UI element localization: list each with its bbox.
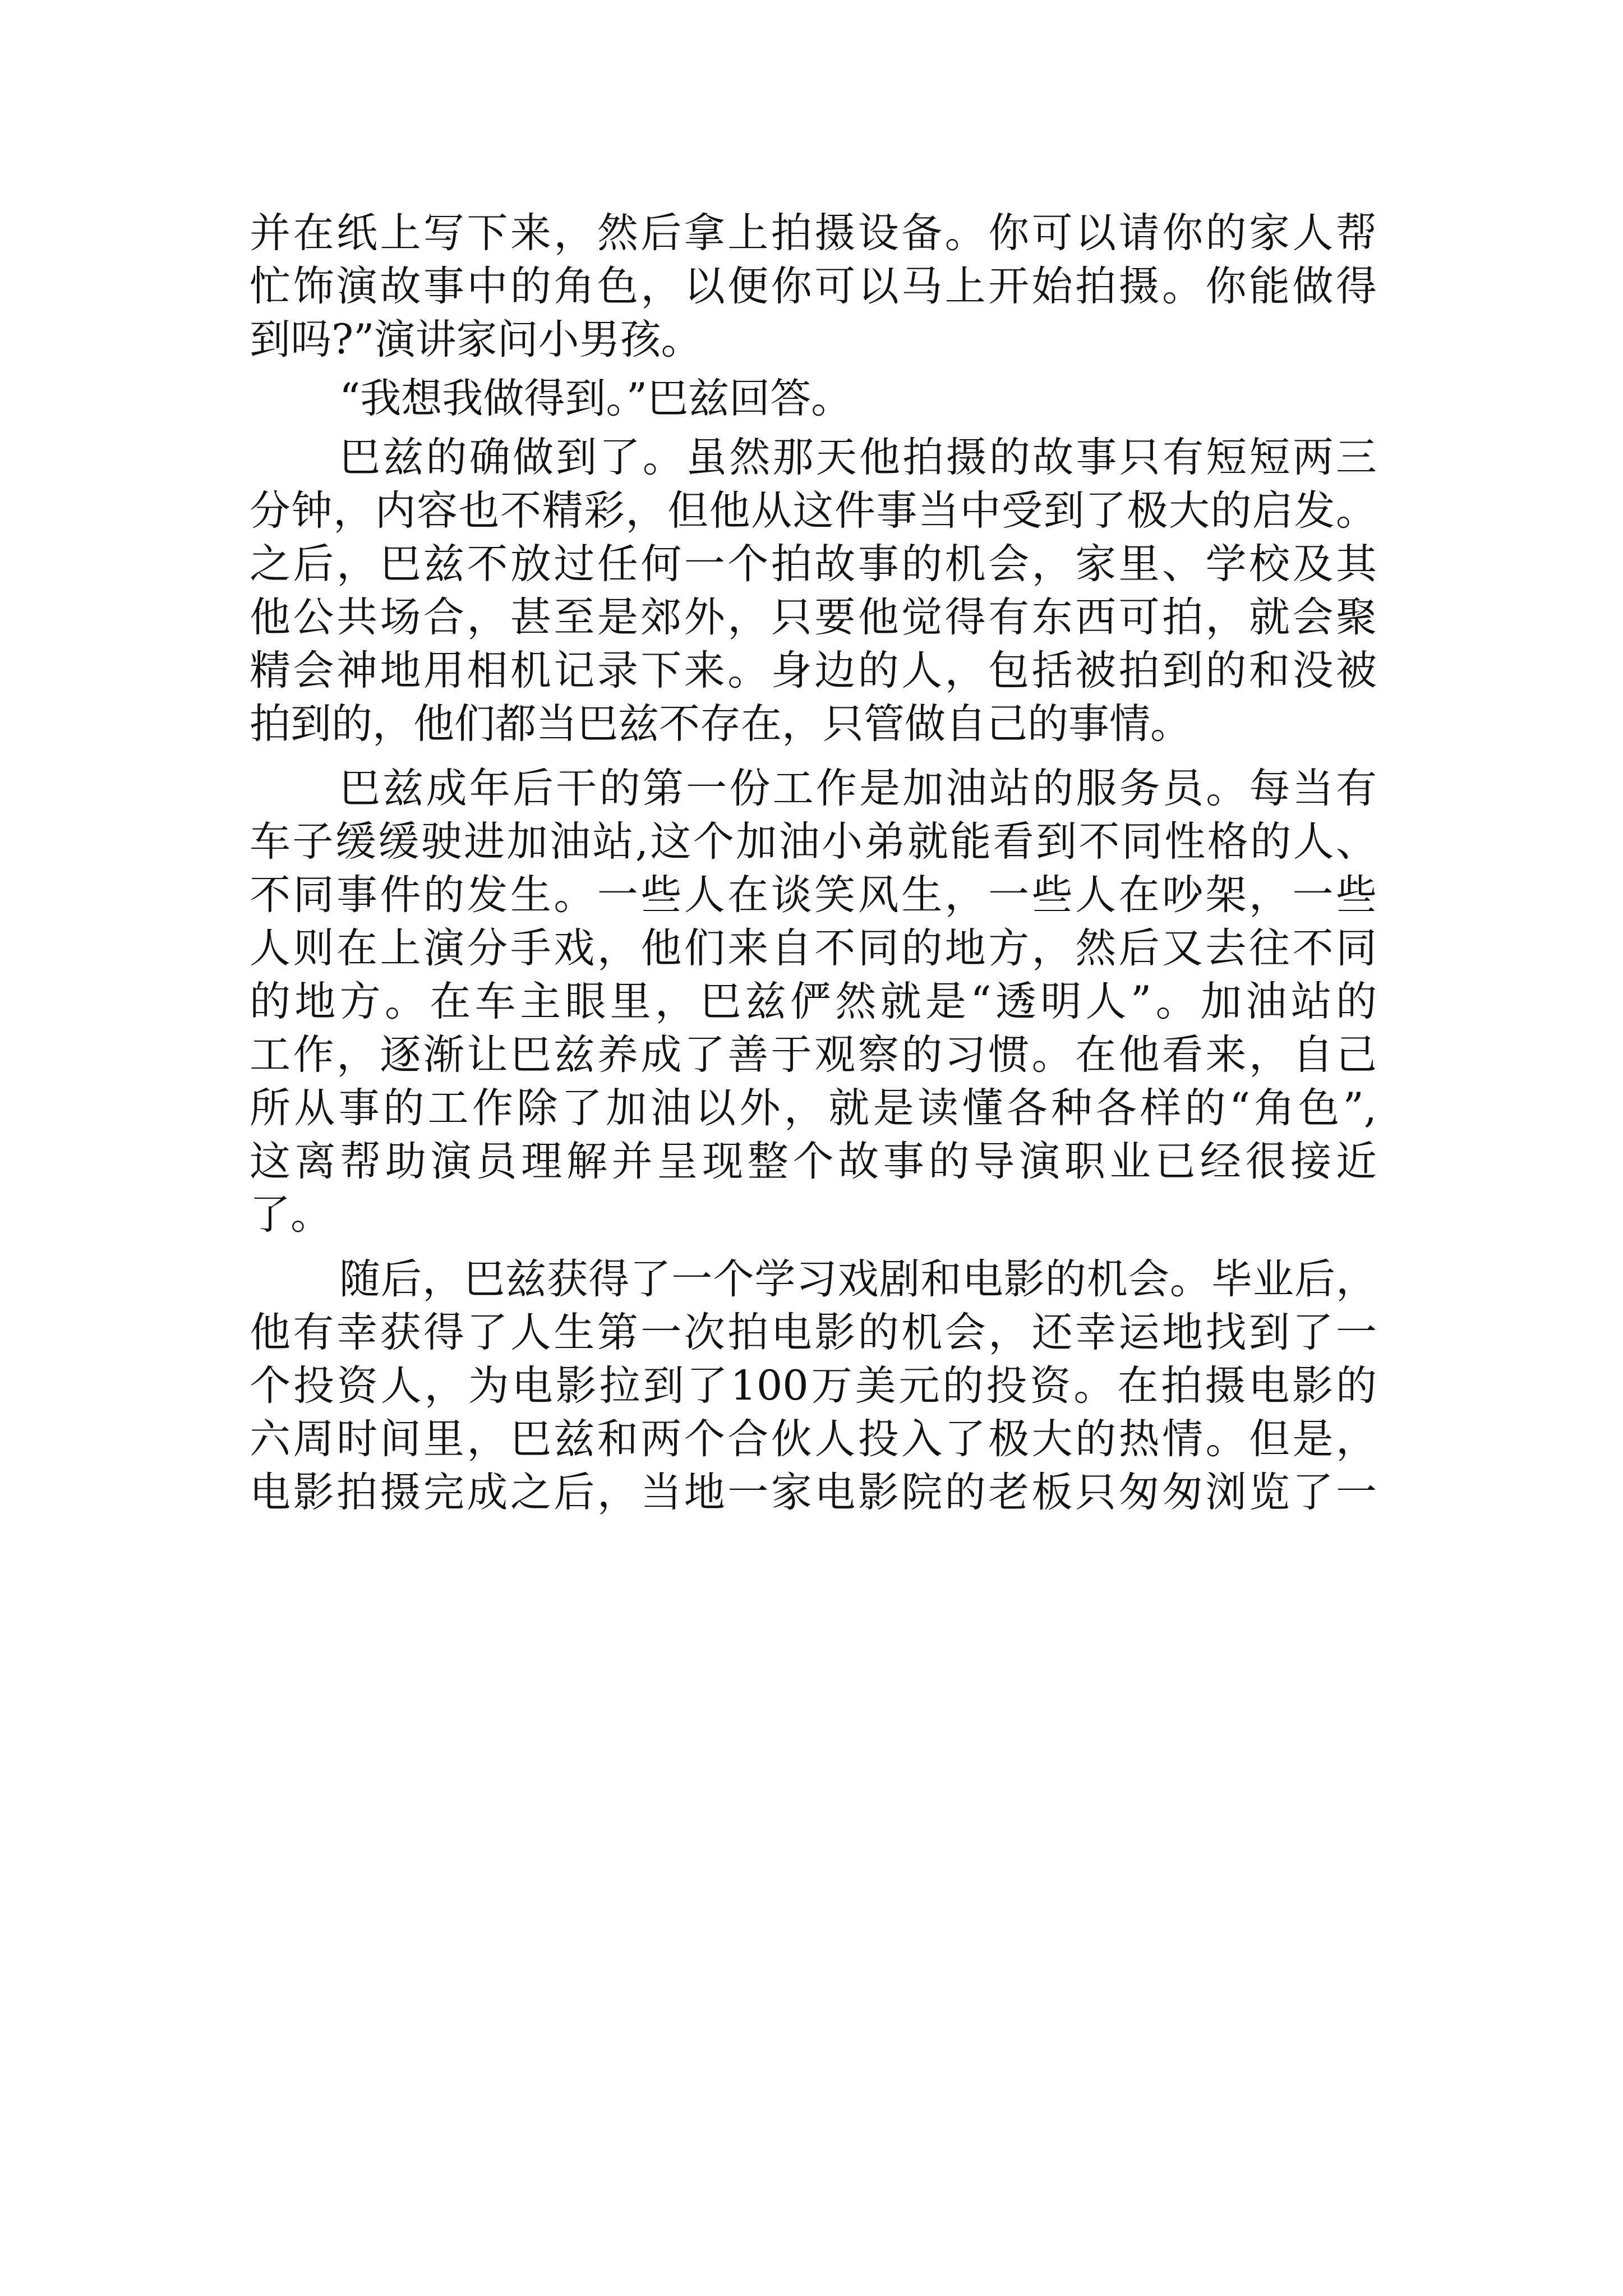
text-line: 的地方。在车主眼里，巴兹俨然就是“透明人”。加油站的: [250, 978, 1377, 1025]
text-line: 人则在上演分手戏，他们来自不同的地方，然后又去往不同: [250, 924, 1377, 972]
text-line: 了。: [250, 1191, 331, 1239]
text-line: 电影拍摄完成之后，当地一家电影院的老板只匆匆浏览了一: [250, 1469, 1377, 1516]
text-line: 不同事件的发生。一些人在谈笑风生，一些人在吵架，一些: [250, 871, 1377, 919]
text-line: 这离帮助演员理解并呈现整个故事的导演职业已经很接近: [250, 1138, 1377, 1185]
text-line: 精会神地用相机记录下来。身边的人，包括被拍到的和没被: [250, 647, 1377, 694]
text-line: 并在纸上写下来，然后拿上拍摄设备。你可以请你的家人帮: [250, 209, 1377, 257]
text-line: 车子缓缓驶进加油站,这个加油小弟就能看到不同性格的人、: [250, 818, 1377, 866]
text-line: 他有幸获得了人生第一次拍电影的机会，还幸运地找到了一: [250, 1309, 1377, 1356]
text-line: 巴兹成年后干的第一份工作是加油站的服务员。每当有: [339, 765, 1377, 812]
text-line: 六周时间里，巴兹和两个合伙人投入了极大的热情。但是，: [250, 1415, 1377, 1463]
text-line: 所从事的工作除了加油以外，就是读懂各种各样的“角色”,: [250, 1084, 1377, 1132]
text-line: 到吗?”演讲家问小男孩。: [250, 316, 702, 364]
text-line: 随后，巴兹获得了一个学习戏剧和电影的机会。毕业后，: [339, 1255, 1377, 1303]
text-line: 之后，巴兹不放过任何一个拍故事的机会，家里、学校及其: [250, 540, 1377, 588]
text-line: 他公共场合，甚至是郊外，只要他觉得有东西可拍，就会聚: [250, 593, 1377, 641]
text-line: 巴兹的确做到了。虽然那天他拍摄的故事只有短短两三: [339, 434, 1377, 481]
text-line: 拍到的，他们都当巴兹不存在，只管做自己的事情。: [250, 700, 1191, 748]
text-line: 分钟，内容也不精彩，但他从这件事当中受到了极大的启发。: [250, 487, 1377, 535]
text-line: 工作，逐渐让巴兹养成了善于观察的习惯。在他看来，自己: [250, 1031, 1377, 1079]
text-line: 忙饰演故事中的角色，以便你可以马上开始拍摄。你能做得: [250, 263, 1377, 310]
text-line: 个投资人，为电影拉到了100万美元的投资。在拍摄电影的: [250, 1362, 1377, 1410]
text-line: “我想我做得到。”巴兹回答。: [339, 375, 852, 422]
